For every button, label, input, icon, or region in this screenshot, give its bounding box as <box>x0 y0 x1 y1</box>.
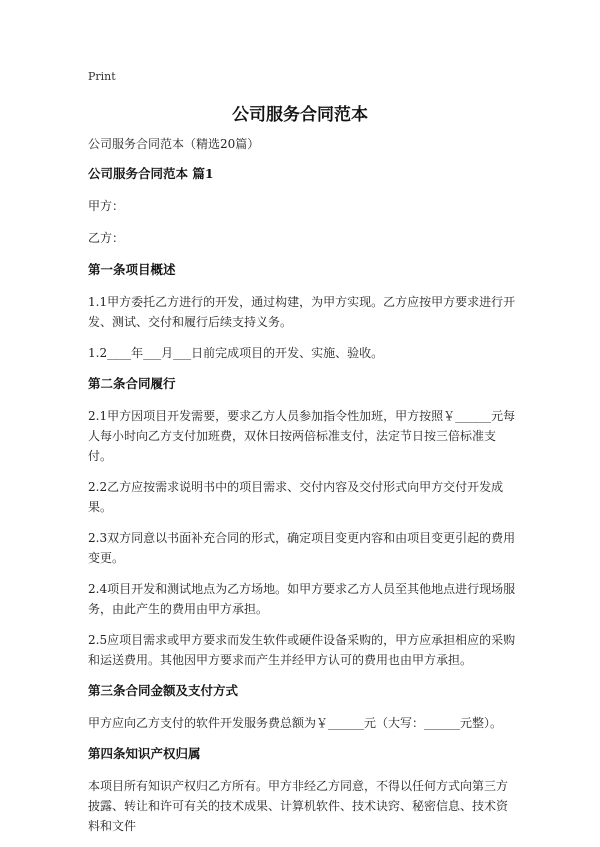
article-4-paragraph-1: 本项目所有知识产权归乙方所有。甲方非经乙方同意，不得以任何方式向第三方披露、转让和许可有关的技术成果、计算机软件、技术诀窍、秘密信息、技术资料和文件 <box>88 779 509 833</box>
document-title: 公司服务合同范本 <box>232 105 368 125</box>
article-4-heading: 第四条知识产权归属 <box>88 746 201 761</box>
party-b-line: 乙方： <box>88 231 125 245</box>
party-a-line: 甲方： <box>88 199 125 213</box>
article-3-paragraph-1: 甲方应向乙方支付的软件开发服务费总额为￥______元（大写：______元整）。 <box>88 716 503 730</box>
document-body <box>88 134 516 847</box>
article-2-paragraph-2: 2.2乙方应按需求说明书中的项目需求、交付内容及交付形式向甲方交付开发成果。 <box>88 480 504 514</box>
article-1-paragraph-1: 1.1甲方委托乙方进行的开发，通过构建，为甲方实现。乙方应按甲方要求进行开发、测试、交付和履行后续支持义务。 <box>88 295 516 329</box>
article-2-paragraph-1: 2.1甲方因项目开发需要，要求乙方人员参加指令性加班，甲方按照￥______元每人每小时向乙方支付加班费，双休日按两倍标准支付，法定节日按三倍标准支付。 <box>88 409 516 463</box>
article-3-heading: 第三条合同金额及支付方式 <box>88 683 239 698</box>
article-1-paragraph-2: 1.2____年___月___日前完成项目的开发、实施、验收。 <box>88 346 384 360</box>
article-2-paragraph-4: 2.4项目开发和测试地点为乙方场地。如甲方要求乙方人员至其他地点进行现场服务，由此产生的费用由甲方承担。 <box>88 582 516 616</box>
article-1-heading: 第一条项目概述 <box>88 262 176 277</box>
article-2-heading: 第二条合同履行 <box>88 376 176 391</box>
article-2-paragraph-5: 2.5应项目需求或甲方要求而发生软件或硬件设备采购的，甲方应承担相应的采购和运送费用。其他因甲方要求而产生并经甲方认可的费用也由甲方承担。 <box>88 633 516 667</box>
section-title: 公司服务合同范本 篇1 <box>88 166 214 181</box>
document-subtitle: 公司服务合同范本（精选20篇） <box>88 137 260 151</box>
print-link[interactable]: Print <box>88 70 116 83</box>
article-2-paragraph-3: 2.3双方同意以书面补充合同的形式，确定项目变更内容和由项目变更引起的费用变更。 <box>88 531 516 565</box>
